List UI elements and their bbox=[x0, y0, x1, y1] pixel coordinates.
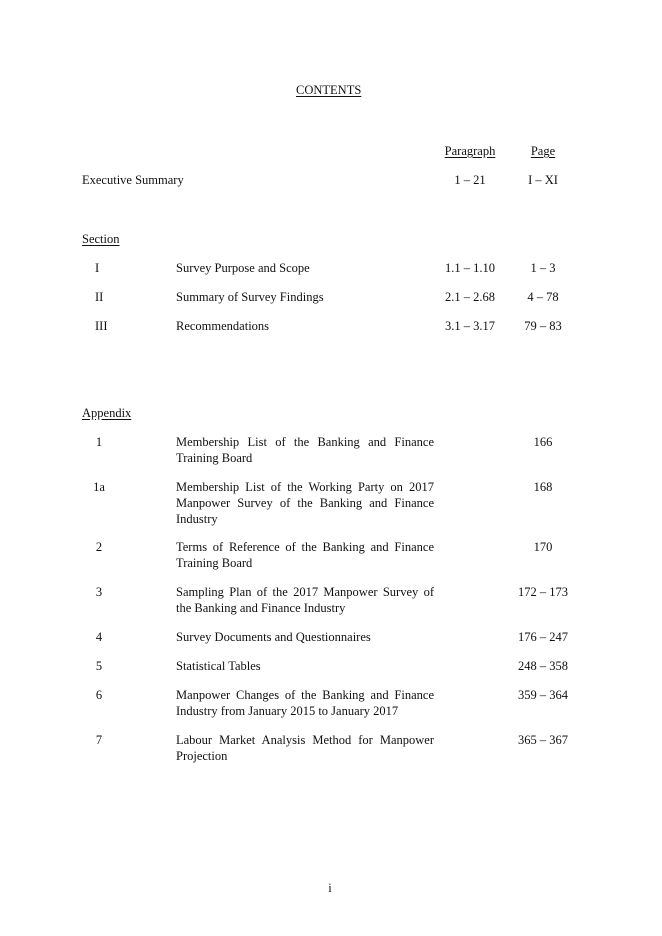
section-page: 1 – 3 bbox=[530, 261, 556, 275]
section-number: III bbox=[95, 319, 108, 333]
appendix-number: 4 bbox=[95, 630, 103, 644]
appendix-number: 3 bbox=[95, 585, 103, 599]
appendix-number: 1 bbox=[95, 435, 103, 449]
appendix-number: 5 bbox=[95, 659, 103, 673]
executive-summary-paragraph: 1 – 21 bbox=[454, 173, 486, 187]
section-heading: Section bbox=[82, 232, 120, 246]
appendix-page: 166 bbox=[533, 435, 553, 449]
section-number: II bbox=[95, 290, 104, 304]
section-paragraph: 2.1 – 2.68 bbox=[445, 290, 495, 304]
appendix-number: 6 bbox=[95, 688, 103, 702]
appendix-page: 248 – 358 bbox=[518, 659, 568, 673]
appendix-page: 168 bbox=[533, 480, 553, 494]
appendix-page: 365 – 367 bbox=[518, 733, 568, 747]
appendix-number: 2 bbox=[95, 540, 103, 554]
paragraph-column-header: Paragraph bbox=[444, 144, 496, 158]
executive-summary-page: I – XI bbox=[528, 173, 558, 187]
section-page: 4 – 78 bbox=[527, 290, 559, 304]
appendix-page: 359 – 364 bbox=[518, 688, 568, 702]
section-number: I bbox=[95, 261, 100, 275]
page-column-header: Page bbox=[530, 144, 556, 158]
page-title: CONTENTS bbox=[296, 83, 362, 97]
appendix-page: 172 – 173 bbox=[518, 585, 568, 599]
appendix-title: Manpower Changes of the Banking and Finance Industry from January 2015 to January 2017 bbox=[176, 688, 434, 718]
appendix-title: Statistical Tables bbox=[176, 659, 261, 673]
section-paragraph: 1.1 – 1.10 bbox=[445, 261, 495, 275]
section-paragraph: 3.1 – 3.17 bbox=[445, 319, 495, 333]
appendix-page: 176 – 247 bbox=[518, 630, 568, 644]
appendix-title: Membership List of the Banking and Finance Training Board bbox=[176, 435, 434, 465]
section-page: 79 – 83 bbox=[524, 319, 562, 333]
section-title: Recommendations bbox=[176, 319, 270, 333]
appendix-title: Membership List of the Working Party on 2017 Manpower Survey of the Banking and Finance Industry bbox=[176, 480, 434, 526]
appendix-title: Survey Documents and Questionnaires bbox=[176, 630, 371, 644]
section-title: Survey Purpose and Scope bbox=[176, 261, 310, 275]
footer-page-number: i bbox=[328, 881, 332, 895]
section-title: Summary of Survey Findings bbox=[176, 290, 324, 304]
executive-summary-label: Executive Summary bbox=[82, 173, 184, 187]
appendix-number: 1a bbox=[93, 480, 105, 494]
appendix-number: 7 bbox=[95, 733, 103, 747]
appendix-page: 170 bbox=[533, 540, 553, 554]
appendix-title: Sampling Plan of the 2017 Manpower Survey of the Banking and Finance Industry bbox=[176, 585, 434, 615]
appendix-heading: Appendix bbox=[82, 406, 132, 420]
appendix-title: Labour Market Analysis Method for Manpower Projection bbox=[176, 733, 434, 763]
appendix-title: Terms of Reference of the Banking and Finance Training Board bbox=[176, 540, 434, 570]
